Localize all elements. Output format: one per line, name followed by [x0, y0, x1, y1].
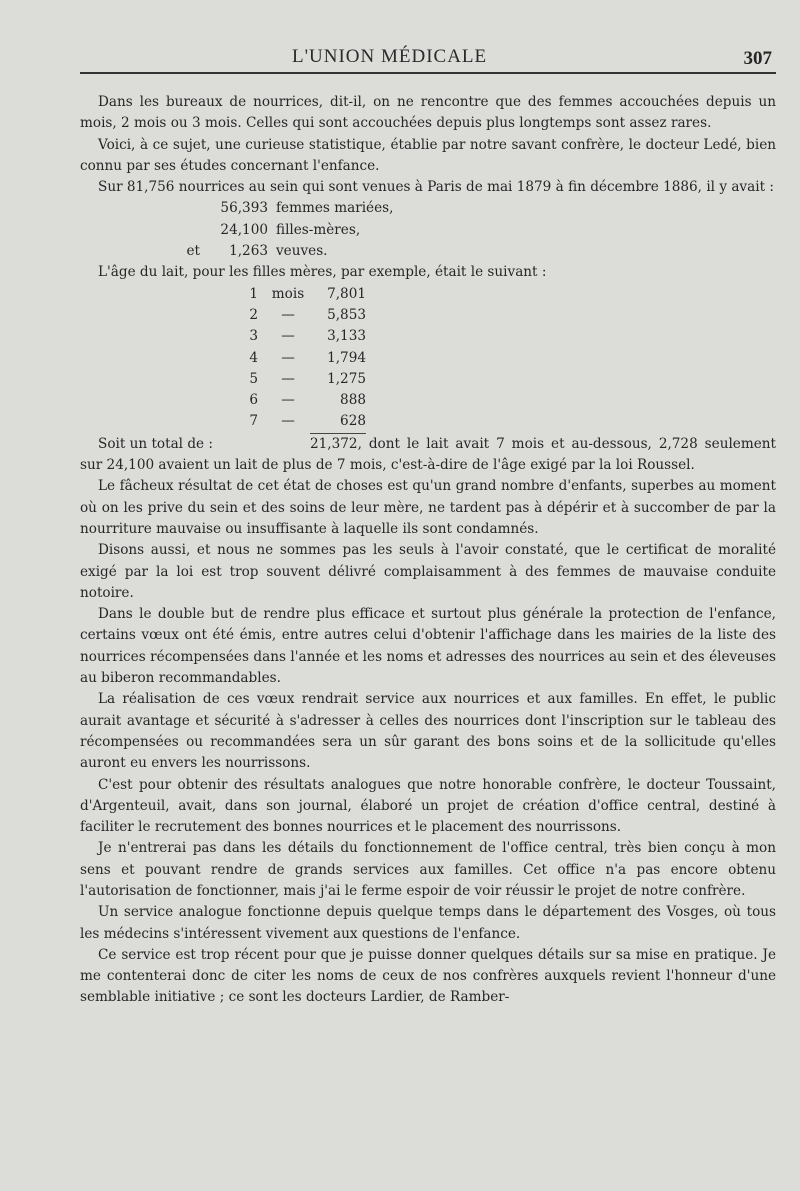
age-month: 3 — [249, 328, 258, 345]
age-value: 888 — [340, 392, 366, 409]
age-value: 628 — [340, 413, 366, 430]
article-body — [80, 92, 776, 1009]
table-row — [240, 326, 776, 347]
list-count: 24,100 — [220, 221, 268, 238]
age-unit: — — [281, 328, 295, 345]
total-text: 21,372, dont le lait avait 7 mois et au-dessous, 2,728 seulement sur 24,100 avaient un lait de plus de 7 mois, c'est-à-dire de l'âge exigé par la loi Roussel. — [80, 435, 776, 474]
age-value: 5,853 — [327, 306, 366, 323]
table-row — [240, 348, 776, 369]
total-paragraph — [80, 434, 776, 477]
age-value: 1,275 — [327, 370, 366, 387]
paragraph: Ce service est trop récent pour que je puisse donner quelques détails sur sa mise en pratique. Je me contenterai donc de citer les noms de ceux de nos confrères auxquels revient l'honneur d'une semblable initiative ; ce sont les docteurs Lardier, de Ramber- — [80, 946, 776, 1006]
paragraph: Disons aussi, et nous ne sommes pas les seuls à l'avoir constaté, que le certificat de moralité exigé par la loi est trop souvent délivré complaisamment à des femmes de mauvaise conduite notoire. — [80, 542, 776, 601]
list-prefix — [80, 220, 200, 241]
age-month: 4 — [249, 349, 258, 366]
paragraph: Je n'entrerai pas dans les détails du fonctionnement de l'office central, très bien conçu à mon sens et pouvant rendre de grands services aux familles. Cet office n'a pas encore obtenu l'autorisation de fonctionner, mais j'ai le ferme espoir de voir réussir le projet de notre confrère. — [80, 840, 776, 899]
list-label: filles-mères, — [276, 221, 361, 238]
age-month: 2 — [249, 306, 258, 323]
table-row — [240, 411, 776, 432]
age-value: 7,801 — [327, 285, 366, 302]
age-month: 6 — [249, 392, 258, 409]
paragraph: Dans les bureaux de nourrices, dit-il, on ne rencontre que des femmes accouchées depuis un mois, 2 mois ou 3 mois. Celles qui sont accouchées depuis plus longtemps sont assez rares. — [80, 94, 776, 132]
table-row — [240, 305, 776, 326]
list-count: 1,263 — [229, 243, 268, 260]
age-value: 3,133 — [327, 328, 366, 345]
page-number: 307 — [743, 48, 772, 69]
total-label: Soit un total de : — [98, 435, 213, 452]
list-prefix — [80, 198, 200, 219]
age-unit: — — [281, 370, 295, 387]
running-header — [80, 42, 776, 78]
list-item — [80, 220, 776, 241]
age-month: 1 — [249, 285, 258, 302]
women-breakdown-list — [80, 198, 776, 262]
journal-title: L'UNION MÉDICALE — [292, 46, 488, 67]
milk-age-table — [240, 284, 776, 433]
age-unit: — — [281, 349, 295, 366]
paragraph: Dans le double but de rendre plus efficace et surtout plus générale la protection de l'enfance, certains vœux ont été émis, entre autres celui d'obtenir l'affichage dans les mairies de la liste des nourrices récompensées dans l'année et les noms et adresses des nourrices au sein et des éleveuses au biberon recommandables. — [80, 606, 776, 687]
list-item — [80, 241, 776, 262]
age-unit: — — [281, 413, 295, 430]
paragraph: Voici, à ce sujet, une curieuse statistique, établie par notre savant confrère, le docteur Ledé, bien connu par ses études concernant l'enfance. — [80, 136, 776, 174]
paragraph: L'âge du lait, pour les filles mères, par exemple, était le suivant : — [98, 264, 547, 281]
header-rule — [80, 72, 776, 74]
paragraph: Un service analogue fonctionne depuis quelque temps dans le département des Vosges, où tous les médecins s'intéressent vivement aux questions de l'enfance. — [80, 904, 776, 942]
list-count: 56,393 — [220, 200, 268, 217]
age-value: 1,794 — [327, 349, 366, 366]
list-prefix: et — [186, 243, 200, 260]
paragraph: Le fâcheux résultat de cet état de choses est qu'un grand nombre d'enfants, superbes au moment où on les prive du sein et des soins de leur mère, ne tardent pas à dépérir et à succomber de par la nourriture mauvaise ou insuffisante à laquelle ils sont condamnés. — [80, 478, 776, 537]
paragraph: C'est pour obtenir des résultats analogues que notre honorable confrère, le docteur Toussaint, d'Argenteuil, avait, dans son journal, élaboré un projet de création d'office central, destiné à faciliter le recrutement des bonnes nourrices et le placement des nourrissons. — [80, 776, 776, 836]
age-unit: — — [281, 306, 295, 323]
table-row — [240, 390, 776, 411]
age-month: 5 — [249, 370, 258, 387]
list-label: femmes mariées, — [276, 200, 394, 217]
table-row — [240, 284, 776, 305]
age-month: 7 — [249, 413, 258, 430]
list-item — [80, 198, 776, 219]
table-row — [240, 369, 776, 390]
age-unit: mois — [271, 285, 305, 302]
age-unit: — — [281, 392, 295, 409]
paragraph: La réalisation de ces vœux rendrait service aux nourrices et aux familles. En effet, le public aurait avantage et sécurité à s'adresser à celles des nourrices dont l'inscription sur le tableau des récompensées ou recommandées sera un sûr garant des bons soins et de la sollicitude qu'elles auront eu envers les nourrissons. — [80, 691, 776, 772]
paragraph: Sur 81,756 nourrices au sein qui sont venues à Paris de mai 1879 à fin décembre 1886, il y avait : — [98, 179, 774, 196]
list-label: veuves. — [276, 243, 328, 260]
